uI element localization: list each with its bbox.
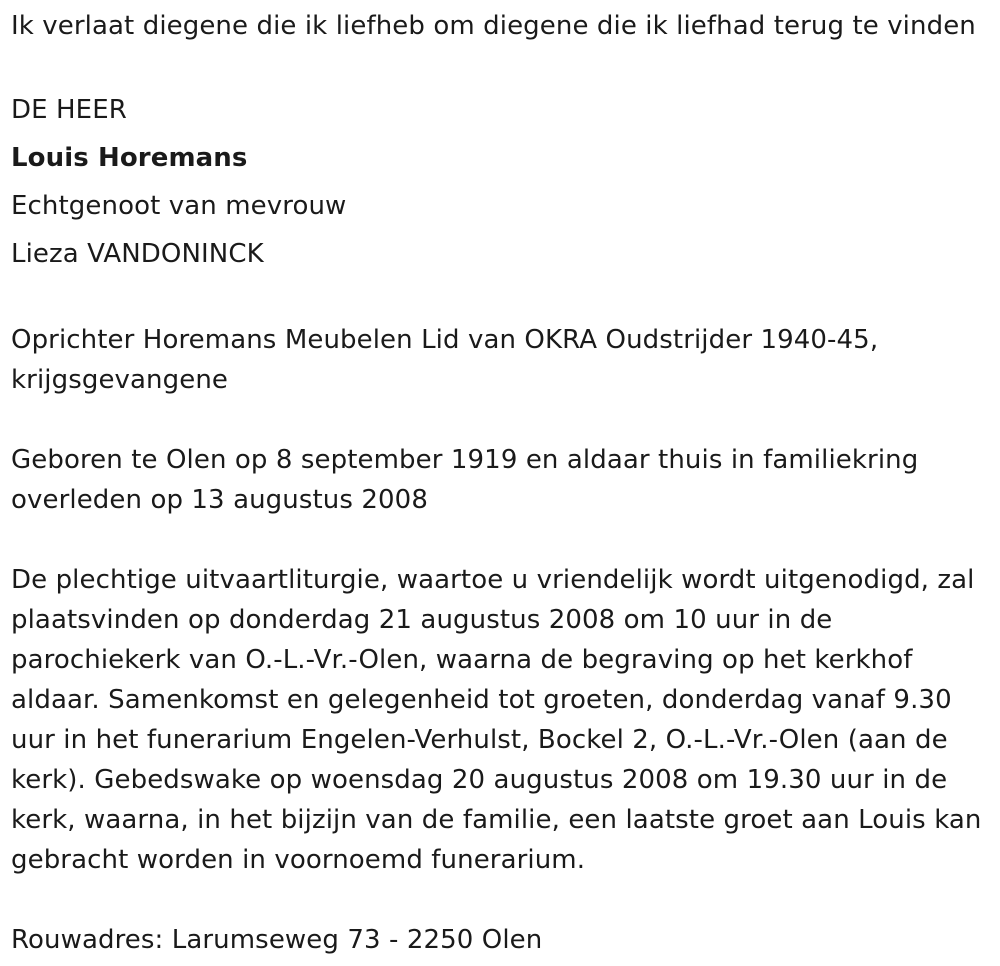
ceremony-text: De plechtige uitvaartliturgie, waartoe u vriendelijk wordt uitgenodigd, zal plaatsvinden op donderdag 21 augustus 2008 om 10 uur in de parochiekerk van O.-L.-Vr.-Olen, waarna de begraving op het kerkhof aldaar. Samenkomst en gelegenheid tot groeten, donderdag vanaf 9.30 uur in het funerarium Engelen-Verhulst, Bockel 2, O.-L.-Vr.-Olen (aan de kerk). Gebedswake op woensdag 20 augustus 2008 om 19.30 uur in de kerk, waarna, in het bijzijn van de familie, een laatste groet aan Louis kan gebracht worden in voornoemd funerarium. bbox=[11, 565, 982, 875]
occupation-text: Oprichter Horemans Meubelen Lid van OKRA Oudstrijder 1940-45, krijgsgevangene bbox=[11, 325, 879, 395]
spouse-name: Lieza VANDONINCK bbox=[11, 239, 264, 269]
address-group bbox=[11, 920, 996, 960]
address-text: Rouwadres: Larumseweg 73 - 2250 Olen bbox=[11, 925, 543, 955]
birth-death-group bbox=[11, 440, 996, 520]
spouse-intro-text: Echtgenoot van mevrouw bbox=[11, 191, 347, 221]
occupation-group bbox=[11, 320, 996, 400]
ceremony-group bbox=[11, 560, 996, 880]
headline-group bbox=[11, 6, 996, 46]
obituary-notice bbox=[11, 6, 996, 960]
birth-death-text: Geboren te Olen op 8 september 1919 en aldaar thuis in familiekring overleden op 13 augustus 2008 bbox=[11, 445, 919, 515]
names-group bbox=[11, 86, 996, 278]
deceased-name: Louis Horemans bbox=[11, 143, 248, 173]
motto-text: Ik verlaat diegene die ik liefheb om diegene die ik liefhad terug te vinden bbox=[11, 11, 976, 41]
title-text: DE HEER bbox=[11, 95, 127, 125]
